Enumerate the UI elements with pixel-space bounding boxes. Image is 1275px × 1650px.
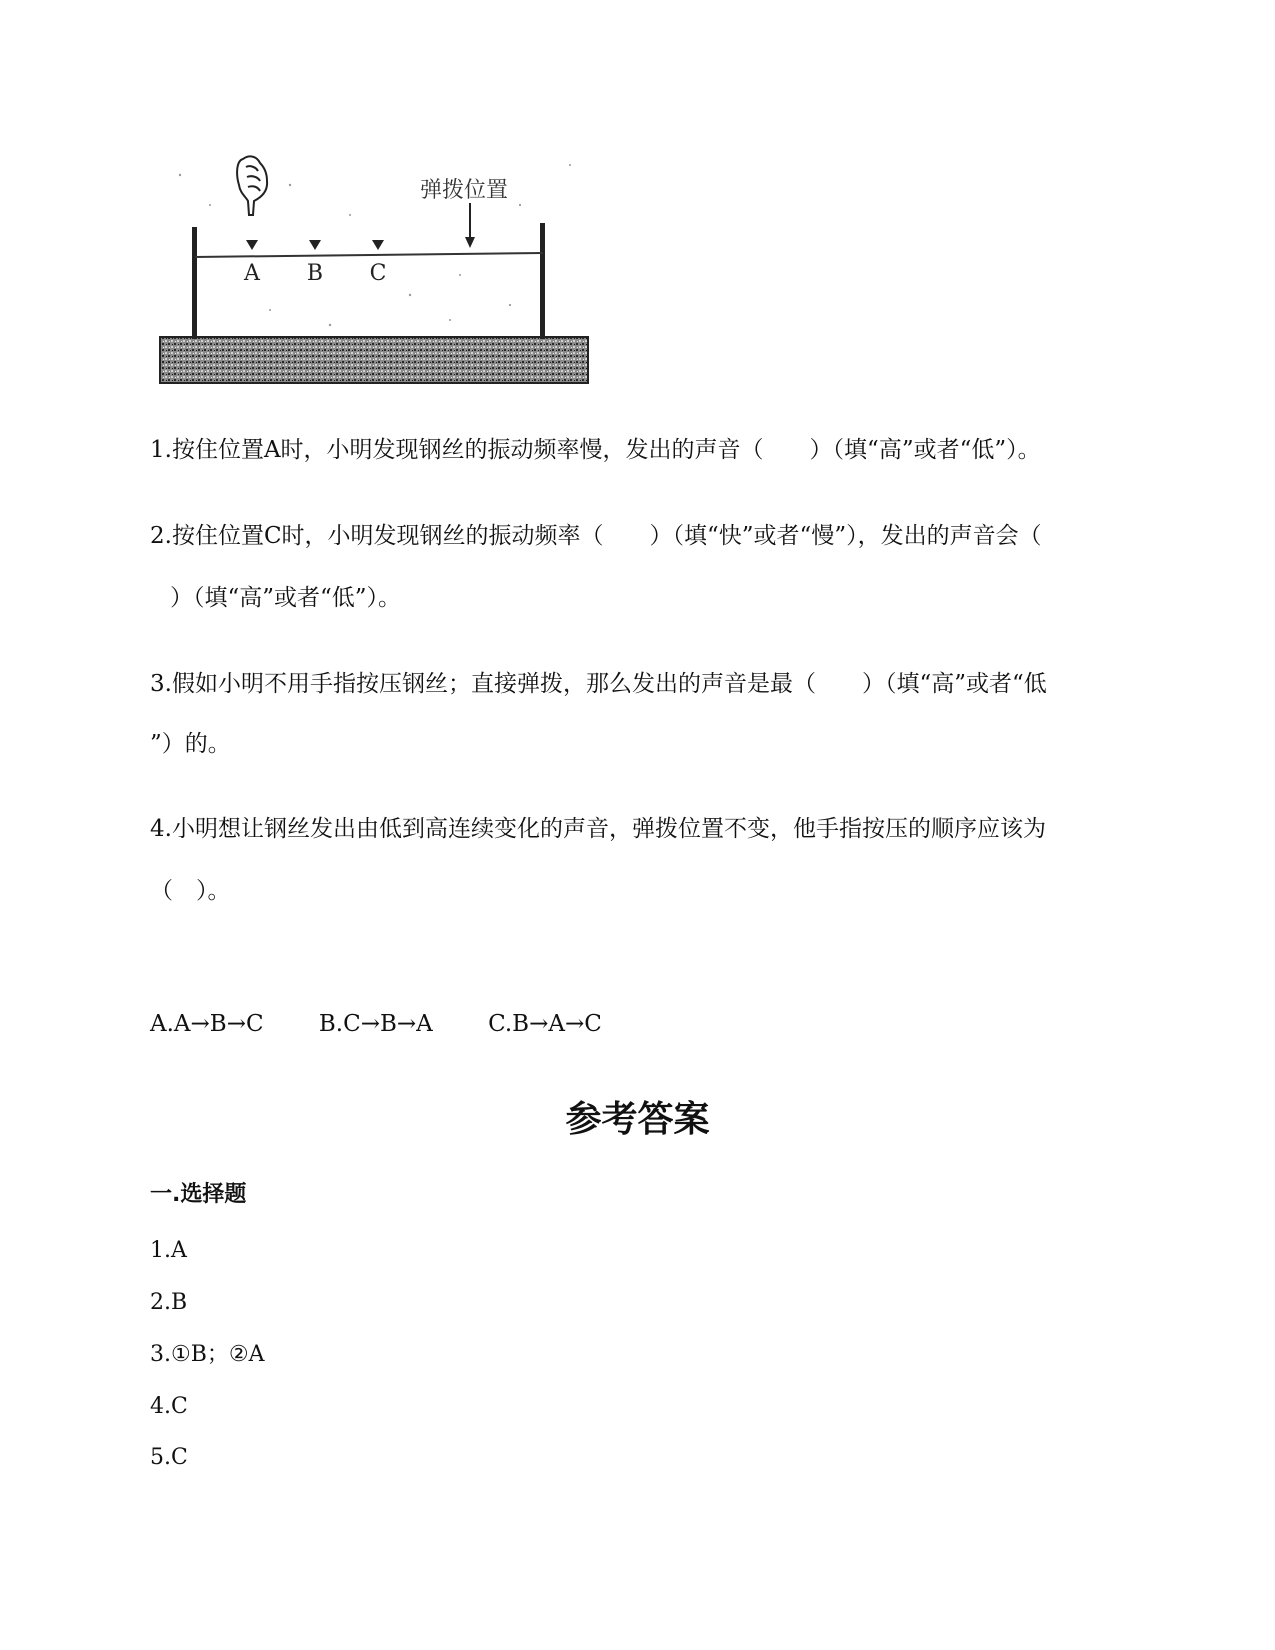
pluck-arrow-head <box>465 237 475 248</box>
option-b: B.C→B→A <box>318 1011 433 1037</box>
steel-wire <box>195 253 543 257</box>
question-4-options <box>150 1008 650 1040</box>
marker-a <box>246 240 258 250</box>
background-speckles <box>179 164 571 326</box>
point-a-label: A <box>244 261 260 286</box>
pluck-position-label: 弹拨位置 <box>420 178 509 203</box>
figure-svg <box>150 145 620 405</box>
answer-item: 5.C <box>150 1445 188 1470</box>
option-c: C.B→A→C <box>488 1011 602 1037</box>
point-c-label: C <box>369 261 387 286</box>
question-2-line-1: 2.按住位置C时，小明发现钢丝的振动频率（ ）（填“快”或者“慢”），发出的声音会（ <box>150 523 1042 549</box>
pointing-hand-icon <box>237 156 267 215</box>
left-post <box>192 227 197 339</box>
base-block <box>160 337 588 383</box>
answer-item: 2.B <box>150 1290 188 1315</box>
question-1: 1.按住位置A时，小明发现钢丝的振动频率慢，发出的声音（ ）（填“高”或者“低”）。 <box>150 437 1041 463</box>
option-a: A.A→B→C <box>150 1011 264 1037</box>
question-3-line-2: ”）的。 <box>150 731 231 757</box>
answer-key-title: 参考答案 <box>565 1099 710 1140</box>
question-2-line-2: ）（填“高”或者“低”）。 <box>170 585 402 611</box>
answer-item: 3.①B；②A <box>150 1342 265 1367</box>
section-title: 一.选择题 <box>150 1182 247 1207</box>
question-3-line-1: 3.假如小明不用手指按压钢丝；直接弹拨，那么发出的声音是最（ ）（填“高”或者“低 <box>150 671 1047 697</box>
marker-c <box>372 240 384 250</box>
question-4-line-1: 4.小明想让钢丝发出由低到高连续变化的声音，弹拨位置不变，他手指按压的顺序应该为 <box>150 816 1046 842</box>
point-b-label: B <box>306 261 324 286</box>
marker-b <box>309 240 321 250</box>
right-post <box>540 223 545 339</box>
question-4-line-2: （ ）。 <box>150 878 231 904</box>
answer-item: 1.A <box>150 1238 187 1263</box>
answer-item: 4.C <box>150 1394 188 1419</box>
string-experiment-figure <box>150 145 620 405</box>
